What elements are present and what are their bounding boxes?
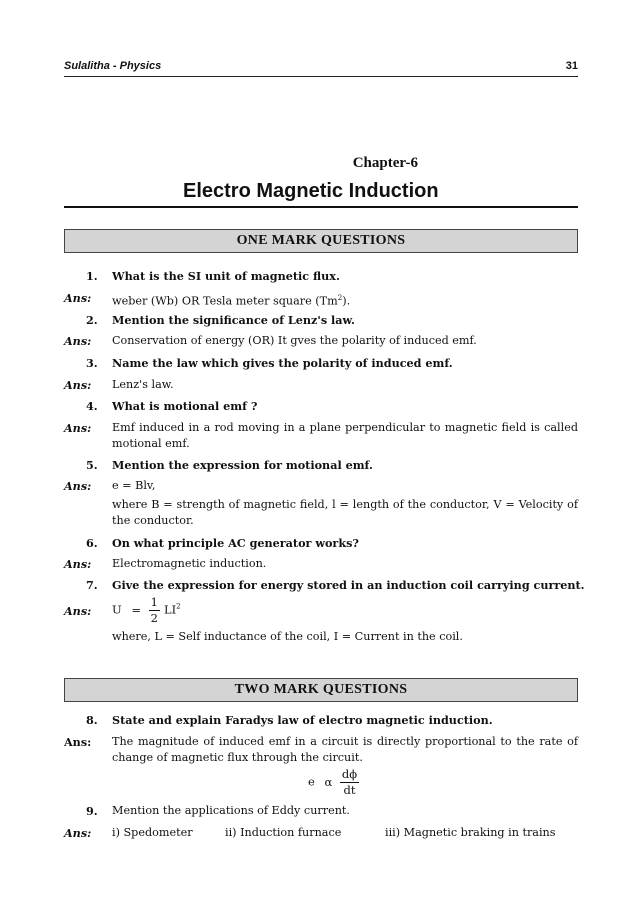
question-text: Give the expression for energy stored in an induction coil carrying current. bbox=[112, 578, 585, 592]
answer-label: Ans: bbox=[64, 421, 92, 435]
question-number: 6. bbox=[86, 536, 98, 550]
section-heading-one-mark: ONE MARK QUESTIONS bbox=[64, 229, 578, 253]
question-number: 4. bbox=[86, 399, 98, 413]
answer-text: The magnitude of induced emf in a circuit is directly proportional to the rate of change of magnetic flux through the circuit. bbox=[112, 735, 578, 764]
question-text: What is motional emf ? bbox=[112, 399, 258, 413]
answer-text: Conservation of energy (OR) It gves the polarity of induced emf. bbox=[112, 334, 477, 347]
question-text: State and explain Faradys law of electro magnetic induction. bbox=[112, 713, 493, 727]
question-text: What is the SI unit of magnetic flux. bbox=[112, 269, 340, 283]
question-number: 9. bbox=[86, 804, 98, 818]
chapter-title: Electro Magnetic Induction bbox=[64, 178, 578, 208]
question-text: Name the law which gives the polarity of induced emf. bbox=[112, 356, 453, 370]
answer-text: weber (Wb) OR Tesla meter square (Tm$^2$). bbox=[112, 294, 351, 308]
list-item: iii) Magnetic braking in trains bbox=[385, 826, 556, 839]
answer-text: Electromagnetic induction. bbox=[112, 557, 267, 570]
question-number: 1. bbox=[86, 269, 98, 283]
answer-label: Ans: bbox=[64, 334, 92, 348]
question-text: Mention the applications of Eddy current. bbox=[112, 804, 350, 817]
fraction: $\frac{1}{2}$ bbox=[150, 595, 158, 625]
section-heading-two-mark: TWO MARK QUESTIONS bbox=[64, 678, 578, 702]
document-page bbox=[64, 0, 585, 903]
question-number: 5. bbox=[86, 458, 98, 472]
question-text: Mention the expression for motional emf. bbox=[112, 458, 373, 472]
answer-label: Ans: bbox=[64, 378, 92, 392]
answer-label: Ans: bbox=[64, 479, 92, 493]
question-text: On what principle AC generator works? bbox=[112, 536, 359, 550]
answer-text: Emf induced in a rod moving in a plane perpendicular to magnetic field is called motional emf. bbox=[112, 421, 578, 450]
answer-label: Ans: bbox=[64, 557, 92, 571]
answer-explanation: where B = strength of magnetic field, l = length of the conductor, V = Velocity of the conductor. bbox=[112, 498, 578, 527]
question-number: 2. bbox=[86, 313, 98, 327]
answer-explanation: where, L = Self inductance of the coil, I = Current in the coil. bbox=[112, 630, 463, 643]
list-item: ii) Induction furnace bbox=[225, 826, 342, 839]
book-title: Sulalitha - Physics bbox=[64, 60, 162, 72]
question-number: 7. bbox=[86, 578, 98, 592]
energy-formula: U = $\frac{1}{2}$ $LI^2$ bbox=[112, 595, 181, 625]
question-number: 3. bbox=[86, 356, 98, 370]
fraction: $\frac{d\phi}{dt}$ bbox=[341, 767, 358, 797]
answer-label: Ans: bbox=[64, 735, 92, 749]
page-number: 31 bbox=[565, 60, 578, 72]
answer-text: Lenz's law. bbox=[112, 378, 174, 391]
faraday-formula: e α $\frac{d\phi}{dt}$ bbox=[308, 767, 358, 797]
question-number: 8. bbox=[86, 713, 98, 727]
question-text: Mention the significance of Lenz's law. bbox=[112, 313, 355, 327]
answer-label: Ans: bbox=[64, 604, 92, 618]
running-header bbox=[64, 58, 578, 77]
answer-label: Ans: bbox=[64, 826, 92, 840]
answer-text: e = Blv, bbox=[112, 479, 156, 492]
list-item: i) Spedometer bbox=[112, 826, 193, 839]
answer-label: Ans: bbox=[64, 291, 92, 305]
chapter-number: Chapter-6 bbox=[352, 155, 418, 171]
